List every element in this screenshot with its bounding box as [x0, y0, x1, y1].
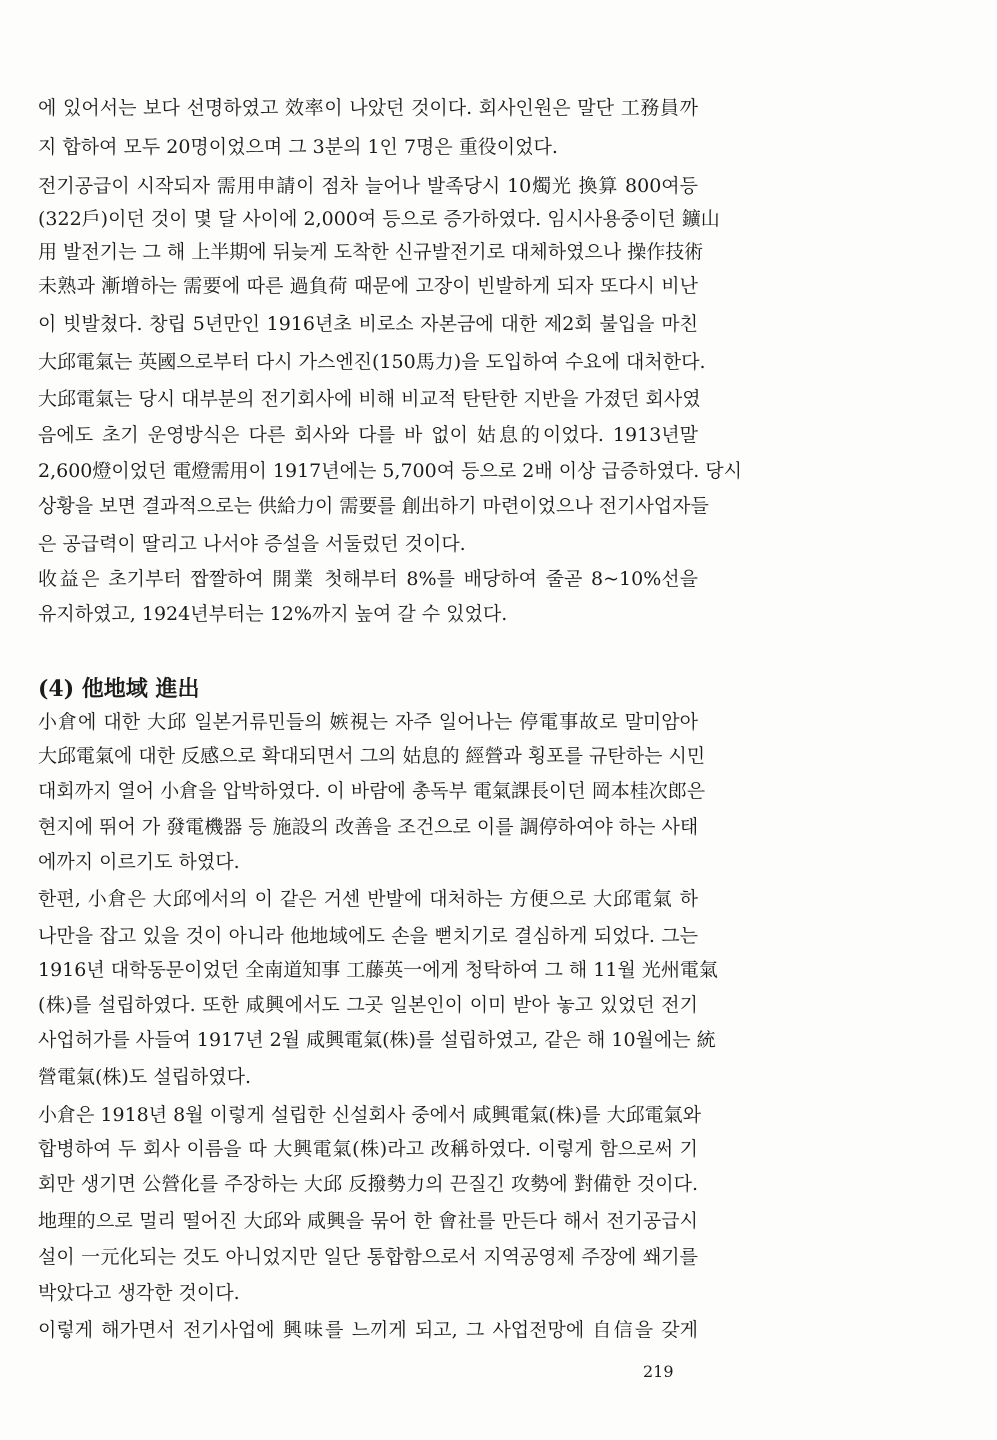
text-line: 大邱電氣는 英國으로부터 다시 가스엔진(150馬力)을 도입하여 수요에 대처한다. [38, 351, 706, 373]
text-line: 한편, 小倉은 大邱에서의 이 같은 거센 반발에 대처하는 方便으로 大邱電氣 하 [38, 888, 698, 910]
text-line: 未熟과 漸增하는 需要에 따른 過負荷 때문에 고장이 빈발하게 되자 또다시 비난 [38, 275, 698, 297]
text-line: 大邱電氣에 대한 反感으로 확대되면서 그의 姑息的 經營과 횡포를 규탄하는 시민 [38, 745, 706, 767]
text-line: 상황을 보면 결과적으로는 供給力이 需要를 創出하기 마련이었으나 전기사업자들 [38, 495, 709, 517]
text-line: 大邱電氣는 당시 대부분의 전기회사에 비해 비교적 탄탄한 지반을 가졌던 회사였 [38, 388, 701, 410]
text-line: 에 있어서는 보다 선명하였고 效率이 나았던 것이다. 회사인원은 말단 工務員까 [38, 97, 698, 119]
text-line: 회만 생기면 公營化를 주장하는 大邱 反撥勢力의 끈질긴 攻勢에 對備한 것이다. [38, 1173, 698, 1195]
text-line: 합병하여 두 회사 이름을 따 大興電氣(株)라고 改稱하였다. 이렇게 함으로써 기 [38, 1138, 698, 1160]
text-line: 은 공급력이 딸리고 나서야 증설을 서둘렀던 것이다. [38, 533, 466, 555]
text-line: 小倉은 1918년 8월 이렇게 설립한 신설회사 중에서 咸興電氣(株)를 大邱電氣와 [38, 1104, 701, 1126]
text-line: 營電氣(株)도 설립하였다. [38, 1066, 252, 1088]
text-line: 사업허가를 사들여 1917년 2월 咸興電氣(株)를 설립하였고, 같은 해 10월에는 統 [38, 1029, 716, 1051]
text-line: 收益은 초기부터 짭짤하여 開業 첫해부터 8%를 배당하여 줄곧 8~10%선을 [38, 568, 698, 590]
text-line: 음에도 초기 운영방식은 다른 회사와 다를 바 없이 姑息的이었다. 1913년말 [38, 424, 698, 446]
page-number: 219 [643, 1362, 674, 1381]
text-line: 설이 一元化되는 것도 아니었지만 일단 통합함으로서 지역공영제 주장에 쐐기를 [38, 1246, 698, 1268]
text-line: 1916년 대학동문이었던 全南道知事 工藤英一에게 청탁하여 그 해 11월 光州電氣 [38, 959, 718, 981]
text-line: 나만을 잡고 있을 것이 아니라 他地域에도 손을 뻗치기로 결심하게 되었다. 그는 [38, 925, 698, 947]
text-line: (株)를 설립하였다. 또한 咸興에서도 그곳 일본인이 이미 받아 놓고 있었던 전기 [38, 994, 698, 1016]
text-line: 박았다고 생각한 것이다. [38, 1282, 240, 1304]
text-line: 用 발전기는 그 해 上半期에 뒤늦게 도착한 신규발전기로 대체하였으나 操作技術 [38, 241, 704, 263]
text-line: 전기공급이 시작되자 需用申請이 점차 늘어나 발족당시 10燭光 換算 800여등 [38, 175, 698, 197]
text-line: 地理的으로 멀리 떨어진 大邱와 咸興을 묶어 한 會社를 만든다 해서 전기공급시 [38, 1210, 698, 1232]
text-line: 에까지 이르기도 하였다. [38, 851, 240, 873]
text-line: 대회까지 열어 小倉을 압박하였다. 이 바람에 총독부 電氣課長이던 岡本桂次郎은 [38, 780, 706, 802]
text-line: 小倉에 대한 大邱 일본거류민들의 嫉視는 자주 일어나는 停電事故로 말미암아 [38, 711, 698, 733]
text-line: 현지에 뛰어 가 發電機器 등 施設의 改善을 조건으로 이를 調停하여야 하는 사태 [38, 816, 699, 838]
section-heading: (4) 他地域 進出 [38, 676, 200, 702]
text-line: 지 합하여 모두 20명이었으며 그 3분의 1인 7명은 重役이었다. [38, 136, 558, 158]
text-line: 이 빗발쳤다. 창립 5년만인 1916년초 비로소 자본금에 대한 제2회 불입을 마친 [38, 313, 698, 335]
text-line: 2,600燈이었던 電燈需用이 1917년에는 5,700여 등으로 2배 이상 급증하였다. 당시 [38, 460, 743, 482]
text-line: 유지하였고, 1924년부터는 12%까지 높여 갈 수 있었다. [38, 603, 508, 625]
text-line: 이렇게 해가면서 전기사업에 興味를 느끼게 되고, 그 사업전망에 自信을 갖게 [38, 1319, 698, 1341]
text-line: (322戶)이던 것이 몇 달 사이에 2,000여 등으로 증가하였다. 임시사용중이던 鑛山 [38, 208, 720, 230]
